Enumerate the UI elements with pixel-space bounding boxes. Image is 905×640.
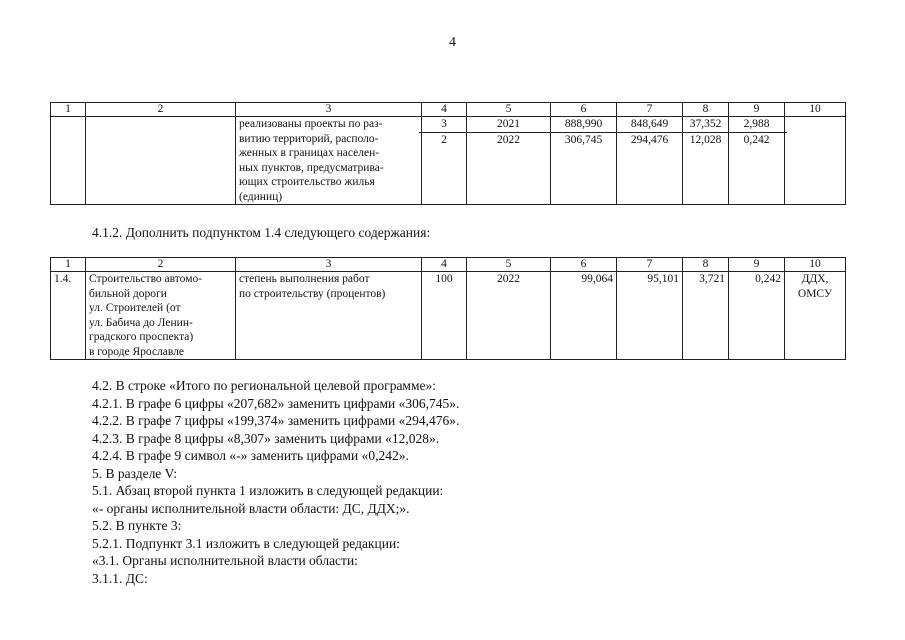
amount-cell: 99,064 [551,272,617,360]
text-line: ных пунктов, предусматрива- [239,161,384,174]
paragraph: 5. В разделе V: [92,465,178,481]
executor-cell [785,272,846,360]
table-header-row [51,103,846,117]
section-heading: 4.1.2. Дополнить подпунктом 1.4 следующего содержания: [92,225,431,240]
amount-cell [683,117,729,205]
indicator-description-cell [236,272,422,360]
amount-cell: 3,721 [683,272,729,360]
value-line: 2 [441,133,447,146]
paragraph: 3.1.1. ДС: [92,570,148,586]
column-number: 5 [467,258,551,272]
amount-line: 848,649 [614,117,685,133]
column-number: 6 [551,258,617,272]
paragraph: 5.1. Абзац второй пункта 1 изложить в следующей редакции: [92,483,444,498]
column-number: 10 [785,258,846,272]
amount-cell [551,117,617,205]
column-number: 8 [683,258,729,272]
paragraph: «3.1. Органы исполнительной власти области: [92,553,358,568]
column-number: 2 [86,258,236,272]
column-number: 8 [683,103,729,117]
value-line: 3 [419,117,469,133]
executor-cell [785,117,846,205]
text-line: градского проспекта) [89,331,194,343]
value-cell: 100 [422,272,467,360]
column-number: 10 [785,103,846,117]
paragraph: 4.2.2. В графе 7 цифры «199,374» заменить цифрами «294,476». [92,413,460,428]
indicator-description-cell [236,117,422,205]
column-number: 1 [51,103,86,117]
text-line: витию территорий, располо- [239,132,379,145]
text-line: по строительству (процентов) [239,287,386,300]
row-number-cell [51,117,86,205]
paragraph: 4.2.4. В графе 9 символ «-» заменить цифрами «0,242». [92,448,409,463]
text-line: ОМСУ [797,287,833,300]
amount-line: 2,988 [726,117,787,133]
amount-cell [617,117,683,205]
paragraph: 4.2. В строке «Итого по региональной целевой программе»: [92,378,437,393]
column-number: 6 [551,103,617,117]
text-line: ющих строительство жилья [239,176,375,188]
column-number: 9 [729,103,785,117]
year-cell: 2022 [467,272,551,360]
object-name-cell [86,272,236,360]
column-number: 3 [236,103,422,117]
new-subitem-table [50,257,846,360]
paragraph: 4.2.1. В графе 6 цифры «207,682» заменить цифрами «306,745». [92,395,460,411]
text-line: ул. Бабича до Ленин- [89,316,193,329]
amount-line: 294,476 [630,133,669,146]
paragraph: «- органы исполнительной власти области: ДС, ДДХ;». [92,500,410,516]
text-line: реализованы проекты по раз- [239,118,383,130]
indicator-table-continuation [50,102,846,205]
table-row [51,272,846,360]
column-number: 3 [236,258,422,272]
amount-line: 888,990 [548,117,619,133]
year-cell [467,117,551,205]
column-number: 5 [467,103,551,117]
text-line: ДДХ, [801,273,829,285]
column-number: 7 [617,258,683,272]
amount-cell: 0,242 [729,272,785,360]
column-number: 4 [422,258,467,272]
text-line: в городе Ярославле [89,345,185,358]
column-number: 1 [51,258,86,272]
text-line: степень выполнения работ [239,273,370,285]
year-line: 2022 [497,133,520,146]
column-number: 7 [617,103,683,117]
page-number: 4 [449,35,456,50]
row-number-cell: 1.4. [51,272,86,360]
value-cell [422,117,467,205]
text-line: женных в границах населен- [239,147,380,159]
year-line: 2021 [464,117,553,133]
paragraph: 5.2.1. Подпункт 3.1 изложить в следующей редакции: [92,535,400,551]
text-line: ул. Строителей (от [89,302,181,314]
table-row [51,117,846,205]
column-number: 9 [729,258,785,272]
amendment-text [92,377,459,587]
amount-line: 0,242 [743,133,770,146]
amount-cell: 95,101 [617,272,683,360]
paragraph: 4.2.3. В графе 8 цифры «8,307» заменить цифрами «12,028». [92,430,440,446]
column-number: 2 [86,103,236,117]
amount-line: 306,745 [564,133,603,146]
paragraph: 5.2. В пункте 3: [92,518,182,533]
text-line: Строительство автомо- [89,273,203,285]
amount-cell [729,117,785,205]
column-number: 4 [422,103,467,117]
amount-line: 37,352 [680,117,731,133]
table-header-row [51,258,846,272]
amount-line: 12,028 [689,133,722,146]
text-line: (единиц) [239,190,283,203]
object-name-cell [86,117,236,205]
text-line: бильной дороги [89,287,167,300]
